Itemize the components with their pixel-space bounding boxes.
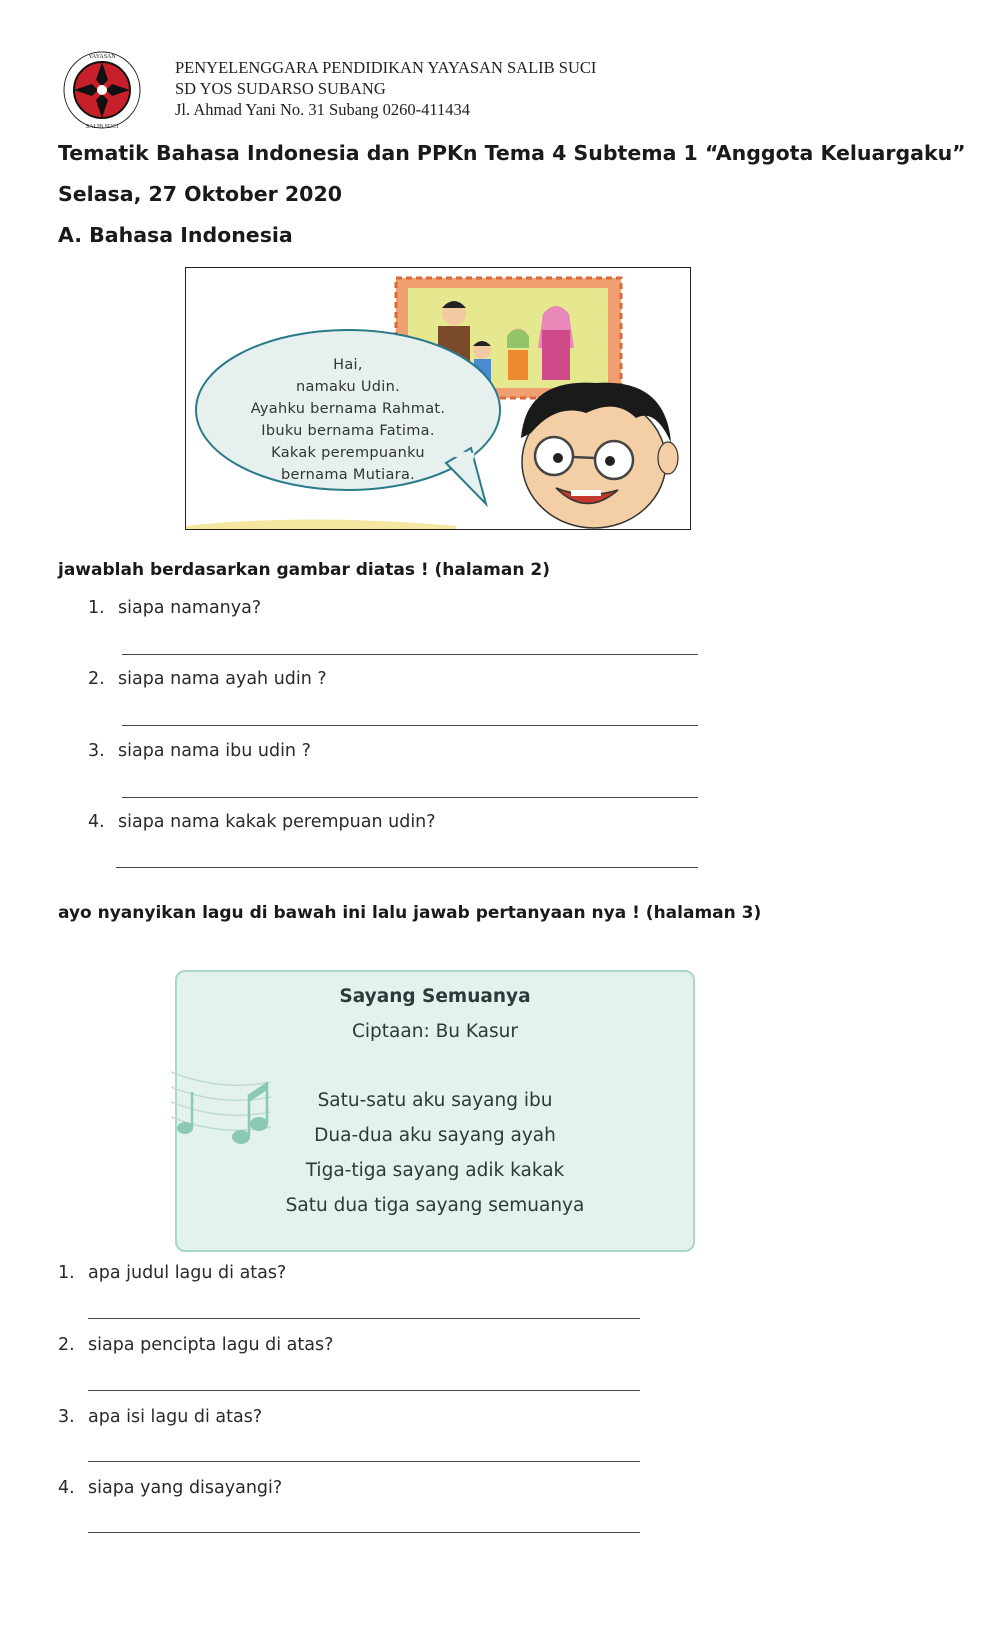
question-number: 1. (58, 1263, 75, 1283)
song-composer: Ciptaan: Bu Kasur (352, 1021, 518, 1042)
header-address: Jl. Ahmad Yani No. 31 Subang 0260-411434 (175, 100, 471, 119)
family-illustration (185, 267, 691, 530)
question-item (58, 1263, 286, 1283)
answer-line[interactable] (88, 1318, 640, 1319)
svg-text:YAYASAN: YAYASAN (88, 54, 116, 60)
question-number: 2. (58, 1335, 75, 1355)
speech-bubble-text (208, 354, 488, 486)
section-a-heading: A. Bahasa Indonesia (58, 223, 293, 247)
question-text: apa judul lagu di atas? (88, 1263, 287, 1283)
question-number: 4. (88, 812, 105, 832)
answer-line[interactable] (88, 1461, 640, 1462)
question-number: 3. (88, 741, 105, 761)
song-lyric-line: Satu-satu aku sayang ibu (317, 1090, 553, 1111)
school-header (175, 57, 596, 120)
answer-line[interactable] (88, 1390, 640, 1391)
question-text: siapa yang disayangi? (88, 1478, 283, 1498)
question-item (58, 1478, 282, 1498)
bubble-line: Kakak perempuanku (271, 445, 425, 461)
part1-instruction: jawablah berdasarkan gambar diatas ! (halaman 2) (58, 560, 550, 580)
question-text: siapa nama ayah udin ? (118, 669, 327, 689)
part2-instruction: ayo nyanyikan lagu di bawah ini lalu jawab pertanyaan nya ! (halaman 3) (58, 903, 762, 923)
answer-line[interactable] (122, 797, 698, 798)
answer-line[interactable] (116, 867, 698, 868)
question-text: siapa nama kakak perempuan udin? (118, 812, 436, 832)
question-number: 2. (88, 669, 105, 689)
song-lyric-line: Tiga-tiga sayang adik kakak (305, 1160, 565, 1181)
question-number: 3. (58, 1407, 75, 1427)
bubble-line: Ibuku bernama Fatima. (261, 423, 435, 439)
question-item (88, 741, 311, 761)
bubble-line: Ayahku bernama Rahmat. (250, 401, 446, 417)
bubble-line: Hai, (333, 357, 363, 373)
question-item (88, 669, 327, 689)
question-item (88, 812, 436, 832)
song-lyric-line: Satu dua tiga sayang semuanya (285, 1195, 585, 1216)
worksheet-date: Selasa, 27 Oktober 2020 (58, 182, 342, 206)
answer-line[interactable] (122, 654, 698, 655)
answer-line[interactable] (122, 725, 698, 726)
bubble-line: bernama Mutiara. (280, 467, 416, 483)
school-logo (62, 50, 142, 130)
question-text: siapa namanya? (118, 598, 262, 618)
answer-line[interactable] (88, 1532, 640, 1533)
svg-text:SALIB SUCI: SALIB SUCI (85, 124, 119, 130)
question-text: siapa nama ibu udin ? (118, 741, 311, 761)
song-title: Sayang Semuanya (339, 986, 531, 1007)
header-school-name: SD YOS SUDARSO SUBANG (175, 79, 386, 98)
worksheet-title: Tematik Bahasa Indonesia dan PPKn Tema 4 Subtema 1 “Anggota Keluargaku” (58, 141, 966, 165)
question-number: 4. (58, 1478, 75, 1498)
question-item (88, 598, 261, 618)
question-text: apa isi lagu di atas? (88, 1407, 263, 1427)
question-item (58, 1335, 333, 1355)
question-text: siapa pencipta lagu di atas? (88, 1335, 334, 1355)
question-number: 1. (88, 598, 105, 618)
header-foundation: PENYELENGGARA PENDIDIKAN YAYASAN SALIB SUCI (175, 58, 597, 77)
bubble-line: namaku Udin. (295, 379, 401, 395)
question-item (58, 1407, 262, 1427)
song-box (175, 970, 695, 1252)
song-lyric-line: Dua-dua aku sayang ayah (314, 1125, 556, 1146)
